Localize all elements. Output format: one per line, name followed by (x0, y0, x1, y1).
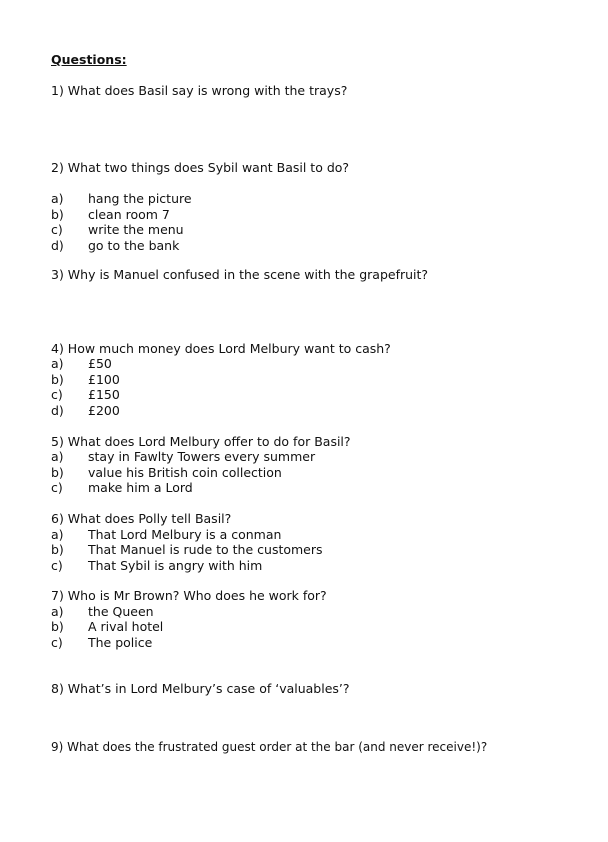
option-letter: d) (51, 238, 64, 253)
option-letter: c) (51, 635, 63, 650)
option-letter: b) (51, 372, 64, 387)
option-text: value his British coin collection (88, 465, 282, 480)
option-text: That Manuel is rude to the customers (88, 542, 323, 557)
option-text: make him a Lord (88, 480, 193, 495)
option-letter: c) (51, 222, 63, 237)
question-4: 4) How much money does Lord Melbury want to cash? (51, 341, 391, 356)
option-letter: b) (51, 207, 64, 222)
option-text: write the menu (88, 222, 184, 237)
option-text: the Queen (88, 604, 154, 619)
option-text: £150 (88, 387, 120, 402)
question-3: 3) Why is Manuel confused in the scene with the grapefruit? (51, 267, 429, 282)
question-5: 5) What does Lord Melbury offer to do for Basil? (51, 434, 351, 449)
question-6: 6) What does Polly tell Basil? (51, 511, 232, 526)
option-letter: a) (51, 527, 64, 542)
option-letter: a) (51, 604, 64, 619)
option-letter: a) (51, 356, 64, 371)
page-title: Questions: (51, 52, 127, 67)
option-text: stay in Fawlty Towers every summer (88, 449, 316, 464)
option-text: The police (88, 635, 153, 650)
option-letter: c) (51, 558, 63, 573)
question-8: 8) What’s in Lord Melbury’s case of ‘valuables’? (51, 681, 350, 696)
question-1: 1) What does Basil say is wrong with the trays? (51, 83, 348, 98)
option-letter: c) (51, 387, 63, 402)
option-letter: b) (51, 542, 64, 557)
question-2: 2) What two things does Sybil want Basil to do? (51, 160, 350, 175)
option-text: go to the bank (88, 238, 180, 253)
option-text: £100 (88, 372, 120, 387)
question-9: 9) What does the frustrated guest order at the bar (and never receive!)? (51, 740, 488, 754)
option-letter: c) (51, 480, 63, 495)
option-text: A rival hotel (88, 619, 164, 634)
option-letter: b) (51, 619, 64, 634)
option-letter: a) (51, 191, 64, 206)
option-letter: a) (51, 449, 64, 464)
option-text: That Lord Melbury is a conman (88, 527, 282, 542)
option-text: £200 (88, 403, 120, 418)
option-text: That Sybil is angry with him (88, 558, 263, 573)
option-letter: b) (51, 465, 64, 480)
option-text: £50 (88, 356, 112, 371)
option-text: clean room 7 (88, 207, 170, 222)
option-letter: d) (51, 403, 64, 418)
option-text: hang the picture (88, 191, 192, 206)
question-7: 7) Who is Mr Brown? Who does he work for? (51, 588, 327, 603)
